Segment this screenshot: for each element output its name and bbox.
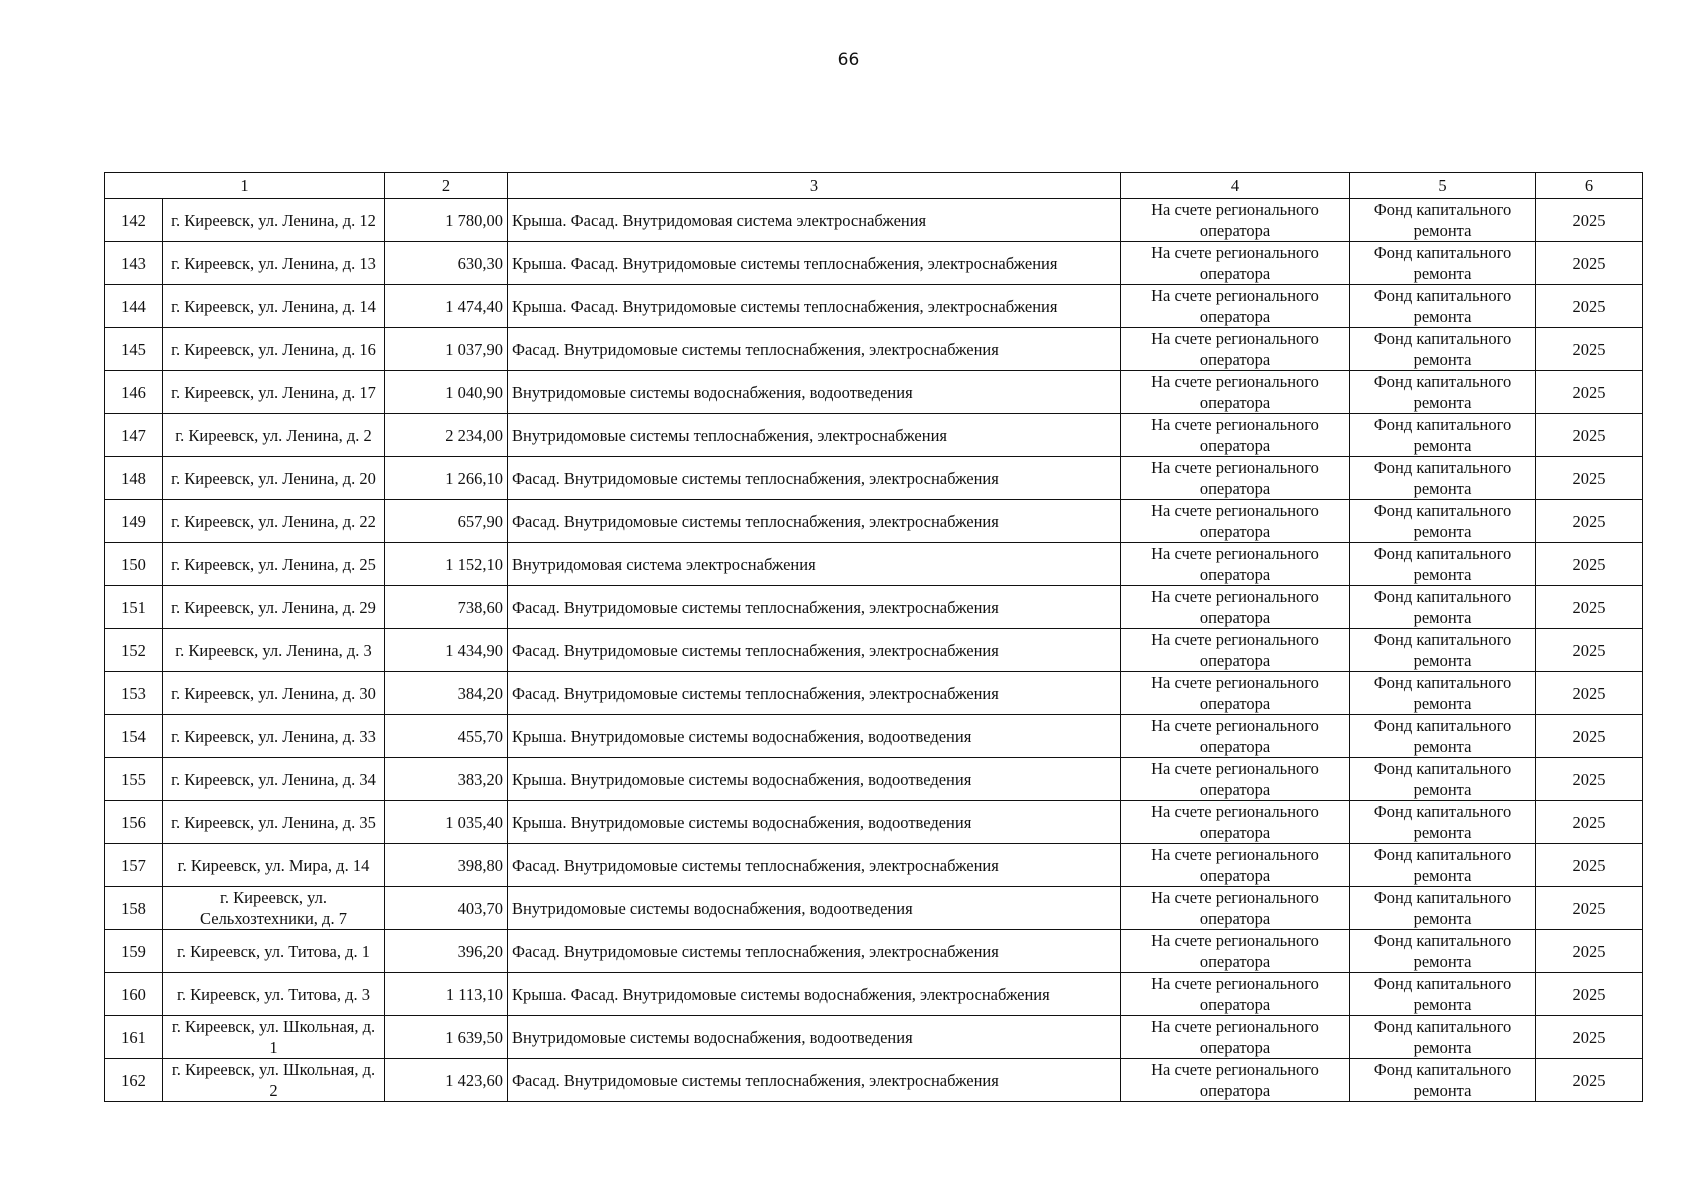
funding-source-cell: Фонд капитального ремонта (1350, 629, 1536, 672)
works-cell: Крыша. Внутридомовые системы водоснабжения, водоотведения (508, 801, 1121, 844)
row-number: 162 (105, 1059, 163, 1102)
funding-source-cell: Фонд капитального ремонта (1350, 543, 1536, 586)
column-header: 2 (385, 173, 508, 199)
row-number: 155 (105, 758, 163, 801)
works-cell: Крыша. Внутридомовые системы водоснабжения, водоотведения (508, 758, 1121, 801)
area-cell: 1 474,40 (385, 285, 508, 328)
area-cell: 403,70 (385, 887, 508, 930)
account-cell: На счете регионального оператора (1121, 672, 1350, 715)
account-cell: На счете регионального оператора (1121, 199, 1350, 242)
area-cell: 2 234,00 (385, 414, 508, 457)
year-cell: 2025 (1536, 1016, 1643, 1059)
column-header: 6 (1536, 173, 1643, 199)
funding-source-cell: Фонд капитального ремонта (1350, 1059, 1536, 1102)
funding-source-cell: Фонд капитального ремонта (1350, 1016, 1536, 1059)
table-row (105, 543, 1643, 586)
row-number: 160 (105, 973, 163, 1016)
area-cell: 1 037,90 (385, 328, 508, 371)
table-row (105, 887, 1643, 930)
year-cell: 2025 (1536, 758, 1643, 801)
table-row (105, 844, 1643, 887)
works-cell: Фасад. Внутридомовые системы теплоснабжения, электроснабжения (508, 629, 1121, 672)
year-cell: 2025 (1536, 887, 1643, 930)
area-cell: 455,70 (385, 715, 508, 758)
account-cell: На счете регионального оператора (1121, 500, 1350, 543)
area-cell: 1 113,10 (385, 973, 508, 1016)
account-cell: На счете регионального оператора (1121, 242, 1350, 285)
year-cell: 2025 (1536, 285, 1643, 328)
funding-source-cell: Фонд капитального ремонта (1350, 801, 1536, 844)
works-cell: Крыша. Фасад. Внутридомовые системы водоснабжения, электроснабжения (508, 973, 1121, 1016)
works-cell: Фасад. Внутридомовые системы теплоснабжения, электроснабжения (508, 672, 1121, 715)
row-number: 151 (105, 586, 163, 629)
year-cell: 2025 (1536, 457, 1643, 500)
address-cell: г. Киреевск, ул. Ленина, д. 34 (163, 758, 385, 801)
year-cell: 2025 (1536, 414, 1643, 457)
row-number: 143 (105, 242, 163, 285)
row-number: 157 (105, 844, 163, 887)
works-cell: Фасад. Внутридомовые системы теплоснабжения, электроснабжения (508, 586, 1121, 629)
row-number: 148 (105, 457, 163, 500)
table-row (105, 500, 1643, 543)
account-cell: На счете регионального оператора (1121, 930, 1350, 973)
works-cell: Крыша. Фасад. Внутридомовые системы теплоснабжения, электроснабжения (508, 242, 1121, 285)
table-row (105, 414, 1643, 457)
year-cell: 2025 (1536, 371, 1643, 414)
address-cell: г. Киреевск, ул. Титова, д. 3 (163, 973, 385, 1016)
area-cell: 384,20 (385, 672, 508, 715)
year-cell: 2025 (1536, 629, 1643, 672)
table-row (105, 672, 1643, 715)
account-cell: На счете регионального оператора (1121, 844, 1350, 887)
area-cell: 398,80 (385, 844, 508, 887)
works-cell: Фасад. Внутридомовые системы теплоснабжения, электроснабжения (508, 328, 1121, 371)
account-cell: На счете регионального оператора (1121, 1059, 1350, 1102)
funding-source-cell: Фонд капитального ремонта (1350, 414, 1536, 457)
works-cell: Крыша. Фасад. Внутридомовые системы теплоснабжения, электроснабжения (508, 285, 1121, 328)
works-cell: Внутридомовая система электроснабжения (508, 543, 1121, 586)
area-cell: 1 639,50 (385, 1016, 508, 1059)
area-cell: 383,20 (385, 758, 508, 801)
table-row (105, 371, 1643, 414)
funding-source-cell: Фонд капитального ремонта (1350, 715, 1536, 758)
works-cell: Внутридомовые системы водоснабжения, водоотведения (508, 1016, 1121, 1059)
year-cell: 2025 (1536, 242, 1643, 285)
row-number: 146 (105, 371, 163, 414)
account-cell: На счете регионального оператора (1121, 285, 1350, 328)
account-cell: На счете регионального оператора (1121, 543, 1350, 586)
address-cell: г. Киреевск, ул. Ленина, д. 16 (163, 328, 385, 371)
address-cell: г. Киреевск, ул. Ленина, д. 25 (163, 543, 385, 586)
works-cell: Внутридомовые системы теплоснабжения, электроснабжения (508, 414, 1121, 457)
area-cell: 1 266,10 (385, 457, 508, 500)
page-number: 66 (837, 50, 860, 70)
year-cell: 2025 (1536, 199, 1643, 242)
year-cell: 2025 (1536, 500, 1643, 543)
account-cell: На счете регионального оператора (1121, 973, 1350, 1016)
funding-source-cell: Фонд капитального ремонта (1350, 371, 1536, 414)
address-cell: г. Киреевск, ул. Сельхозтехники, д. 7 (163, 887, 385, 930)
funding-source-cell: Фонд капитального ремонта (1350, 328, 1536, 371)
account-cell: На счете регионального оператора (1121, 328, 1350, 371)
column-header: 3 (508, 173, 1121, 199)
address-cell: г. Киреевск, ул. Ленина, д. 3 (163, 629, 385, 672)
area-cell: 396,20 (385, 930, 508, 973)
account-cell: На счете регионального оператора (1121, 801, 1350, 844)
works-cell: Внутридомовые системы водоснабжения, водоотведения (508, 887, 1121, 930)
table-row (105, 199, 1643, 242)
account-cell: На счете регионального оператора (1121, 629, 1350, 672)
year-cell: 2025 (1536, 1059, 1643, 1102)
address-cell: г. Киреевск, ул. Ленина, д. 29 (163, 586, 385, 629)
row-number: 142 (105, 199, 163, 242)
account-cell: На счете регионального оператора (1121, 715, 1350, 758)
address-cell: г. Киреевск, ул. Ленина, д. 35 (163, 801, 385, 844)
address-cell: г. Киреевск, ул. Ленина, д. 14 (163, 285, 385, 328)
works-cell: Внутридомовые системы водоснабжения, водоотведения (508, 371, 1121, 414)
row-number: 159 (105, 930, 163, 973)
table-row (105, 328, 1643, 371)
row-number: 147 (105, 414, 163, 457)
funding-source-cell: Фонд капитального ремонта (1350, 500, 1536, 543)
funding-source-cell: Фонд капитального ремонта (1350, 844, 1536, 887)
row-number: 144 (105, 285, 163, 328)
funding-source-cell: Фонд капитального ремонта (1350, 930, 1536, 973)
area-cell: 1 423,60 (385, 1059, 508, 1102)
row-number: 150 (105, 543, 163, 586)
row-number: 158 (105, 887, 163, 930)
table-row (105, 586, 1643, 629)
capital-repair-table (104, 172, 1643, 1102)
table-row (105, 242, 1643, 285)
area-cell: 1 780,00 (385, 199, 508, 242)
year-cell: 2025 (1536, 715, 1643, 758)
address-cell: г. Киреевск, ул. Ленина, д. 17 (163, 371, 385, 414)
funding-source-cell: Фонд капитального ремонта (1350, 285, 1536, 328)
works-cell: Крыша. Внутридомовые системы водоснабжения, водоотведения (508, 715, 1121, 758)
area-cell: 630,30 (385, 242, 508, 285)
funding-source-cell: Фонд капитального ремонта (1350, 672, 1536, 715)
table-row (105, 758, 1643, 801)
area-cell: 657,90 (385, 500, 508, 543)
funding-source-cell: Фонд капитального ремонта (1350, 242, 1536, 285)
area-cell: 1 040,90 (385, 371, 508, 414)
works-cell: Фасад. Внутридомовые системы теплоснабжения, электроснабжения (508, 1059, 1121, 1102)
table-row (105, 1059, 1643, 1102)
funding-source-cell: Фонд капитального ремонта (1350, 887, 1536, 930)
address-cell: г. Киреевск, ул. Ленина, д. 30 (163, 672, 385, 715)
funding-source-cell: Фонд капитального ремонта (1350, 586, 1536, 629)
table-row (105, 930, 1643, 973)
year-cell: 2025 (1536, 328, 1643, 371)
works-cell: Крыша. Фасад. Внутридомовая система электроснабжения (508, 199, 1121, 242)
year-cell: 2025 (1536, 844, 1643, 887)
area-cell: 1 035,40 (385, 801, 508, 844)
account-cell: На счете регионального оператора (1121, 371, 1350, 414)
funding-source-cell: Фонд капитального ремонта (1350, 973, 1536, 1016)
table-row (105, 285, 1643, 328)
table-row (105, 973, 1643, 1016)
account-cell: На счете регионального оператора (1121, 887, 1350, 930)
column-header: 1 (105, 173, 385, 199)
table-body (105, 199, 1643, 1102)
account-cell: На счете регионального оператора (1121, 1016, 1350, 1059)
year-cell: 2025 (1536, 672, 1643, 715)
row-number: 161 (105, 1016, 163, 1059)
address-cell: г. Киреевск, ул. Ленина, д. 33 (163, 715, 385, 758)
row-number: 154 (105, 715, 163, 758)
works-cell: Фасад. Внутридомовые системы теплоснабжения, электроснабжения (508, 500, 1121, 543)
area-cell: 1 434,90 (385, 629, 508, 672)
address-cell: г. Киреевск, ул. Ленина, д. 22 (163, 500, 385, 543)
table-row (105, 629, 1643, 672)
account-cell: На счете регионального оператора (1121, 457, 1350, 500)
account-cell: На счете регионального оператора (1121, 414, 1350, 457)
funding-source-cell: Фонд капитального ремонта (1350, 199, 1536, 242)
column-header: 5 (1350, 173, 1536, 199)
funding-source-cell: Фонд капитального ремонта (1350, 758, 1536, 801)
table-row (105, 457, 1643, 500)
year-cell: 2025 (1536, 973, 1643, 1016)
address-cell: г. Киреевск, ул. Ленина, д. 2 (163, 414, 385, 457)
works-cell: Фасад. Внутридомовые системы теплоснабжения, электроснабжения (508, 844, 1121, 887)
address-cell: г. Киреевск, ул. Ленина, д. 20 (163, 457, 385, 500)
account-cell: На счете регионального оператора (1121, 586, 1350, 629)
works-cell: Фасад. Внутридомовые системы теплоснабжения, электроснабжения (508, 930, 1121, 973)
row-number: 153 (105, 672, 163, 715)
table-row (105, 715, 1643, 758)
table-header-row (105, 173, 1643, 199)
works-cell: Фасад. Внутридомовые системы теплоснабжения, электроснабжения (508, 457, 1121, 500)
address-cell: г. Киреевск, ул. Школьная, д. 1 (163, 1016, 385, 1059)
address-cell: г. Киреевск, ул. Титова, д. 1 (163, 930, 385, 973)
table-row (105, 1016, 1643, 1059)
address-cell: г. Киреевск, ул. Мира, д. 14 (163, 844, 385, 887)
row-number: 152 (105, 629, 163, 672)
year-cell: 2025 (1536, 586, 1643, 629)
funding-source-cell: Фонд капитального ремонта (1350, 457, 1536, 500)
address-cell: г. Киреевск, ул. Ленина, д. 13 (163, 242, 385, 285)
area-cell: 738,60 (385, 586, 508, 629)
column-header: 4 (1121, 173, 1350, 199)
row-number: 145 (105, 328, 163, 371)
table-row (105, 801, 1643, 844)
row-number: 149 (105, 500, 163, 543)
area-cell: 1 152,10 (385, 543, 508, 586)
address-cell: г. Киреевск, ул. Ленина, д. 12 (163, 199, 385, 242)
year-cell: 2025 (1536, 801, 1643, 844)
year-cell: 2025 (1536, 930, 1643, 973)
year-cell: 2025 (1536, 543, 1643, 586)
address-cell: г. Киреевск, ул. Школьная, д. 2 (163, 1059, 385, 1102)
row-number: 156 (105, 801, 163, 844)
account-cell: На счете регионального оператора (1121, 758, 1350, 801)
